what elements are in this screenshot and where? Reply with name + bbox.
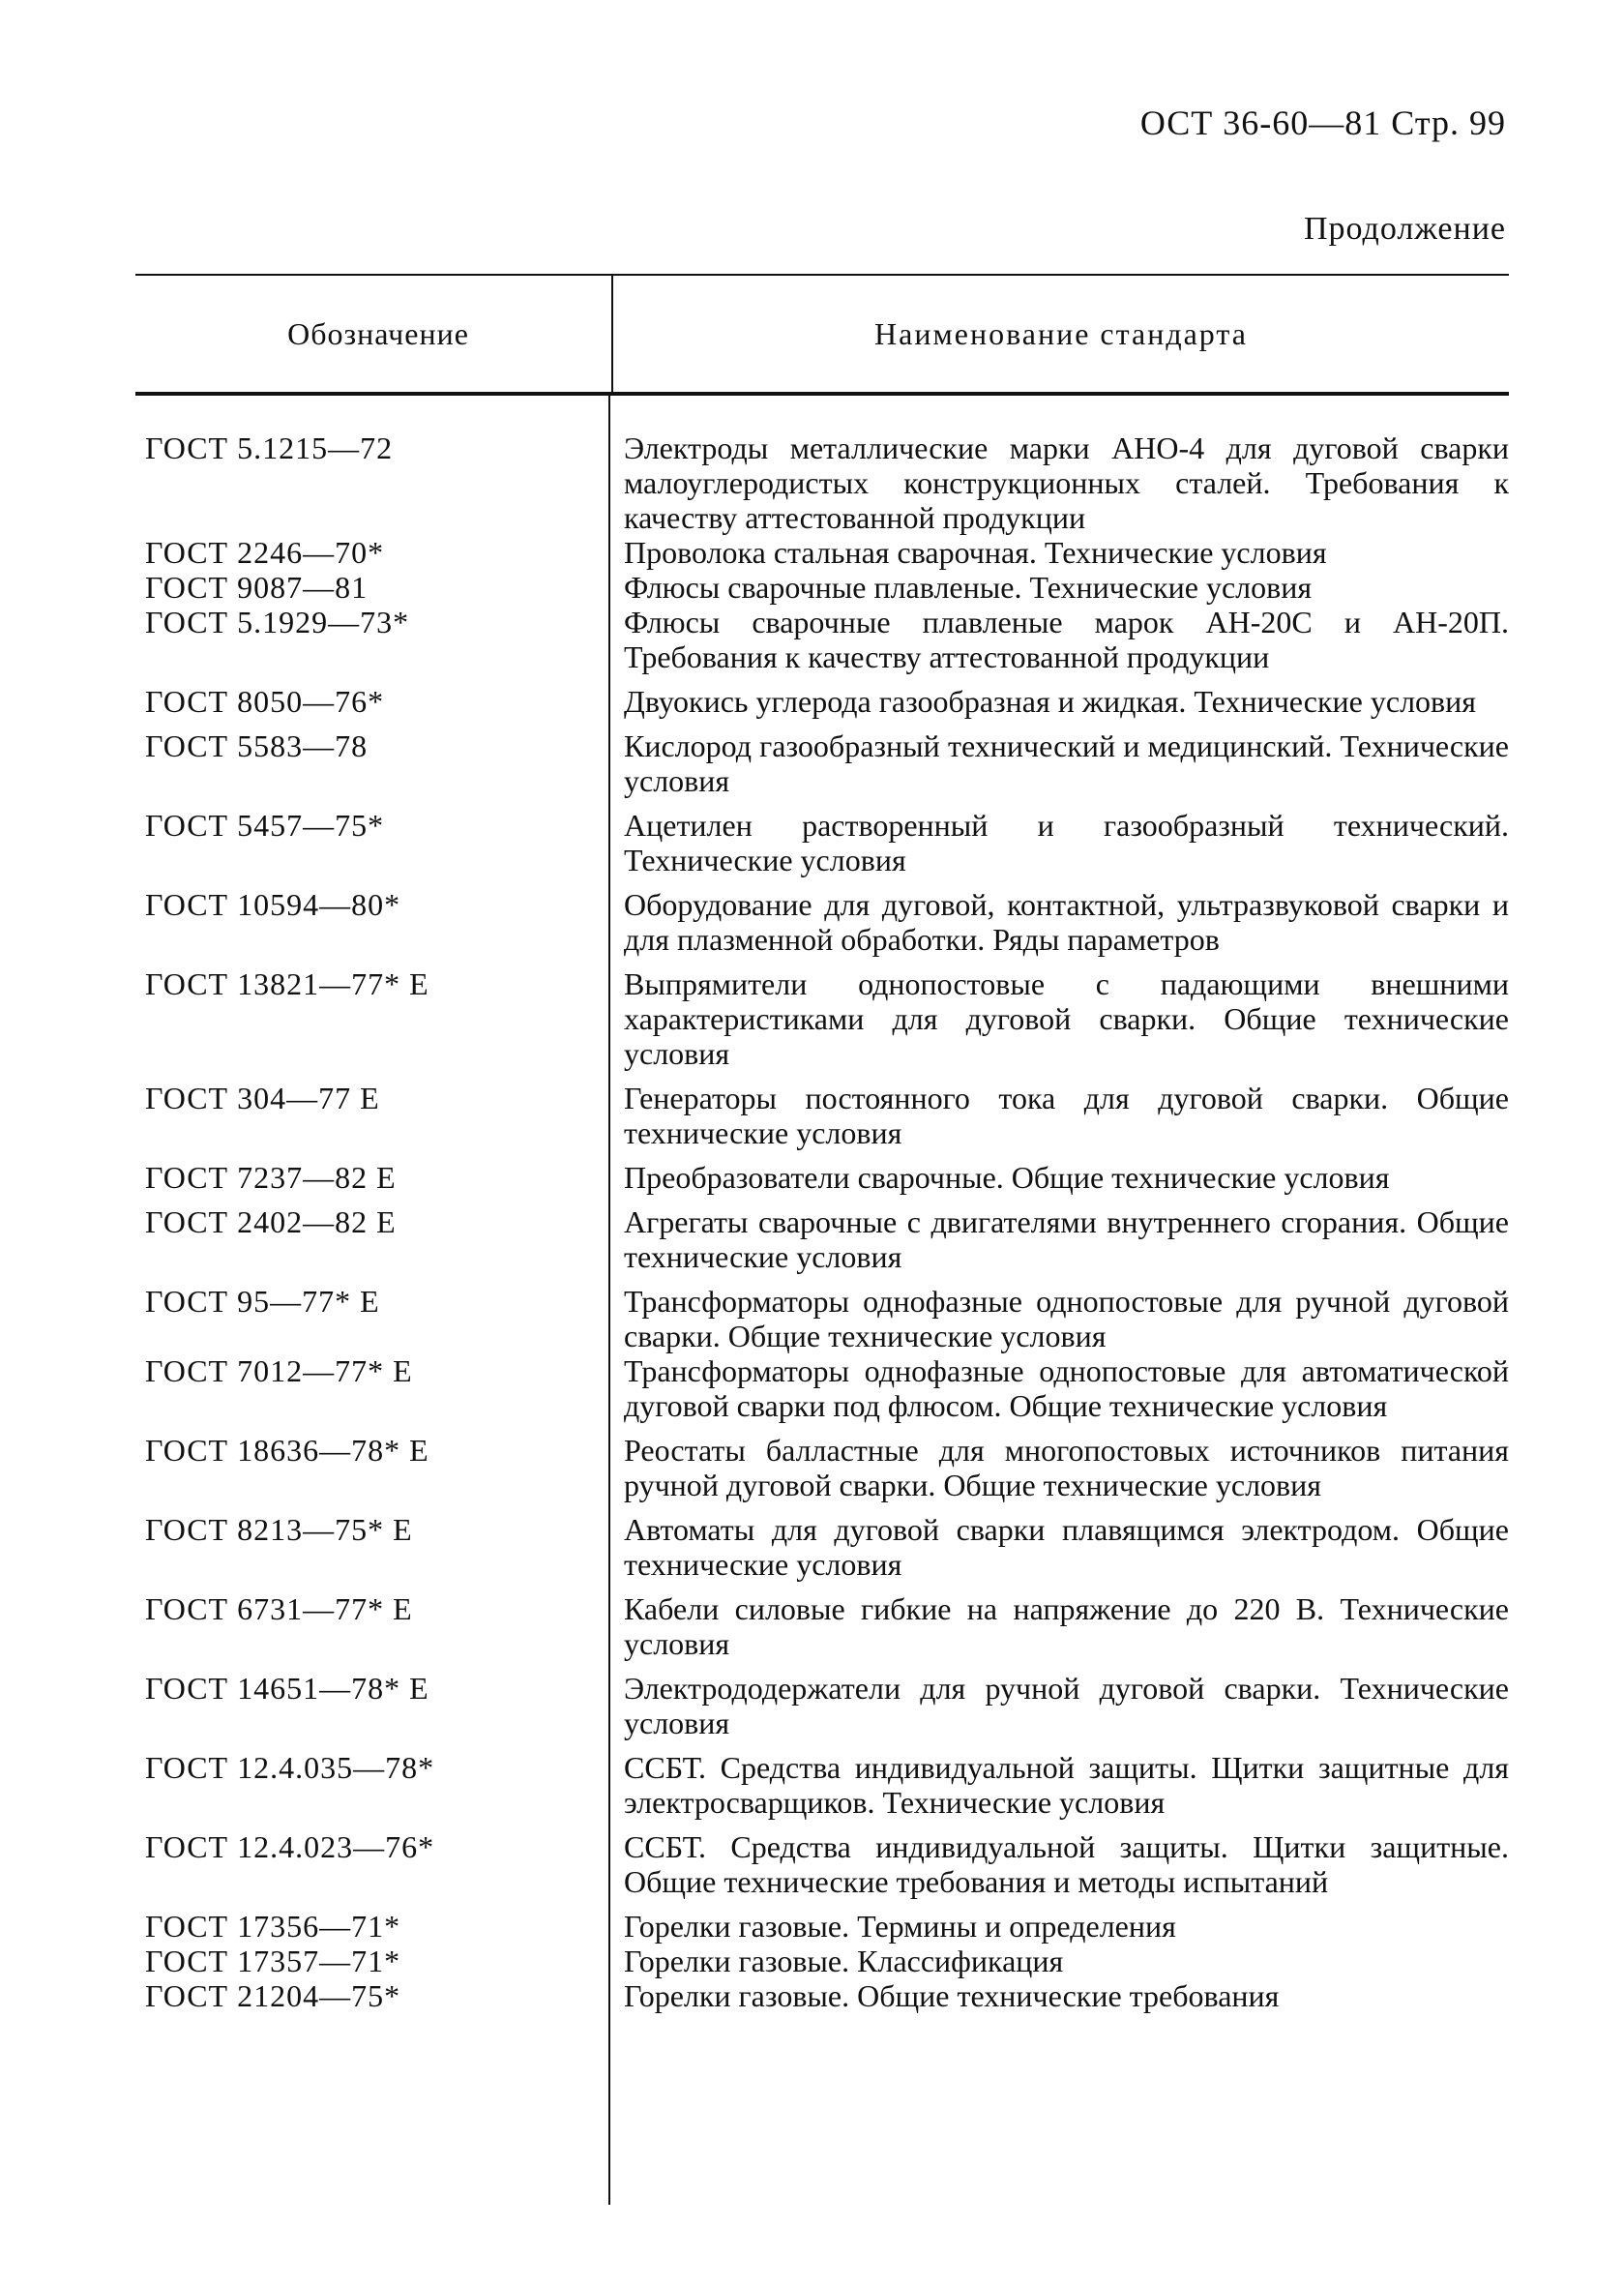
standard-name: Горелки газовые. Общие технические требования xyxy=(624,1978,1280,2013)
standard-designation: ГОСТ 7237—82 Е xyxy=(145,1160,397,1195)
standard-name: Горелки газовые. Термины и определения xyxy=(624,1909,1176,1944)
standard-name: Флюсы сварочные плавленые. Технические условия xyxy=(624,570,1313,605)
standard-name: Проволока стальная сварочная. Технические условия xyxy=(624,535,1327,570)
table-row xyxy=(135,1204,1509,1274)
standard-designation: ГОСТ 5583—78 xyxy=(145,728,369,763)
standard-designation: ГОСТ 9087—81 xyxy=(145,570,369,605)
table-row xyxy=(135,1909,1509,1944)
table-row xyxy=(135,570,1509,605)
standard-name: Трансформаторы однофазные однопостовые для ручной дуговой сварки. Общие технические условия xyxy=(624,1284,1509,1353)
standard-name: Генераторы постоянного тока для дуговой сварки. Общие технические условия xyxy=(624,1081,1509,1150)
standard-designation: ГОСТ 10594—80* xyxy=(145,887,401,922)
standard-name: Оборудование для дуговой, контактной, ультразвуковой сварки и для плазменной обработки. Ряды параметров xyxy=(624,887,1509,957)
table-body xyxy=(135,396,1509,2013)
table-row xyxy=(135,1512,1509,1582)
standard-designation: ГОСТ 17357—71* xyxy=(145,1944,401,1978)
standard-designation: ГОСТ 5.1929—73* xyxy=(145,605,410,639)
table-row xyxy=(135,728,1509,798)
table-row xyxy=(135,430,1509,535)
standard-name: Горелки газовые. Классификация xyxy=(624,1944,1064,1978)
standard-designation: ГОСТ 7012—77* Е xyxy=(145,1353,413,1388)
standard-name: Агрегаты сварочные с двигателями внутреннего сгорания. Общие технические условия xyxy=(624,1204,1509,1274)
table-row xyxy=(135,1081,1509,1150)
standard-name: Трансформаторы однофазные однопостовые для автоматической дуговой сварки под флюсом. Общие технические условия xyxy=(624,1353,1509,1423)
standard-name: Электрододержатели для ручной дуговой сварки. Технические условия xyxy=(624,1671,1509,1740)
standard-designation: ГОСТ 8213—75* Е xyxy=(145,1512,413,1547)
standard-name: ССБТ. Средства индивидуальной защиты. Щитки защитные для электросварщиков. Технические условия xyxy=(624,1750,1509,1820)
column-header-name: Наименование стандарта xyxy=(611,276,1509,392)
standard-name: ССБТ. Средства индивидуальной защиты. Щитки защитные. Общие технические требования и методы испытаний xyxy=(624,1829,1509,1899)
table-row xyxy=(135,1829,1509,1899)
table-row xyxy=(135,1978,1509,2013)
standards-table xyxy=(135,274,1509,2013)
standard-designation: ГОСТ 6731—77* Е xyxy=(145,1591,413,1626)
standard-name: Кислород газообразный технический и медицинский. Технические условия xyxy=(624,728,1509,798)
table-header xyxy=(135,276,1509,392)
table-row xyxy=(135,1160,1509,1195)
table-row xyxy=(135,605,1509,674)
standard-name: Кабели силовые гибкие на напряжение до 220 В. Технические условия xyxy=(624,1591,1509,1661)
standard-designation: ГОСТ 5.1215—72 xyxy=(145,430,394,465)
table-row xyxy=(135,1284,1509,1353)
table-row xyxy=(135,535,1509,570)
standard-designation: ГОСТ 2402—82 Е xyxy=(145,1204,397,1239)
standard-name: Флюсы сварочные плавленые марок АН-20С и АН-20П. Требования к качеству аттестованной продукции xyxy=(624,605,1509,674)
standard-designation: ГОСТ 5457—75* xyxy=(145,808,385,843)
table-row xyxy=(135,1671,1509,1740)
standard-designation: ГОСТ 14651—78* Е xyxy=(145,1671,429,1706)
table-row xyxy=(135,887,1509,957)
table-row xyxy=(135,684,1509,719)
table-row xyxy=(135,1591,1509,1661)
standard-designation: ГОСТ 12.4.035—78* xyxy=(145,1750,435,1785)
page-header: ОСТ 36-60—81 Стр. 99 xyxy=(1139,104,1506,142)
standard-name: Двуокись углерода газообразная и жидкая. Технические условия xyxy=(624,684,1476,719)
standard-name: Автоматы для дуговой сварки плавящимся электродом. Общие технические условия xyxy=(624,1512,1509,1582)
standard-name: Ацетилен растворенный и газообразный технический. Технические условия xyxy=(624,808,1509,877)
table-row xyxy=(135,1944,1509,1978)
standard-designation: ГОСТ 95—77* Е xyxy=(145,1284,380,1319)
standard-designation: ГОСТ 18636—78* Е xyxy=(145,1433,429,1468)
standard-designation: ГОСТ 304—77 Е xyxy=(145,1081,380,1115)
table-row xyxy=(135,966,1509,1071)
continuation-label: Продолжение xyxy=(1303,211,1506,247)
table-row xyxy=(135,1433,1509,1502)
standard-designation: ГОСТ 2246—70* xyxy=(145,535,385,570)
standard-designation: ГОСТ 17356—71* xyxy=(145,1909,401,1944)
standard-designation: ГОСТ 21204—75* xyxy=(145,1978,401,2013)
standard-designation: ГОСТ 8050—76* xyxy=(145,684,385,719)
standard-name: Выпрямители однопостовые с падающими внешними характеристиками для дуговой сварки. Общие технические условия xyxy=(624,966,1509,1071)
column-divider xyxy=(608,396,610,2205)
standard-designation: ГОСТ 12.4.023—76* xyxy=(145,1829,435,1864)
table-row xyxy=(135,1353,1509,1423)
standard-name: Преобразователи сварочные. Общие технические условия xyxy=(624,1160,1390,1195)
table-row xyxy=(135,1750,1509,1820)
standard-designation: ГОСТ 13821—77* Е xyxy=(145,966,429,1001)
table-row xyxy=(135,808,1509,877)
standard-name: Реостаты балластные для многопостовых источников питания ручной дуговой сварки. Общие технические условия xyxy=(624,1433,1509,1502)
column-header-designation: Обозначение xyxy=(287,315,469,351)
standard-name: Электроды металлические марки АНО-4 для дуговой сварки малоуглеродистых конструкционных сталей. Требования к качеству аттестованной продукции xyxy=(624,430,1509,535)
